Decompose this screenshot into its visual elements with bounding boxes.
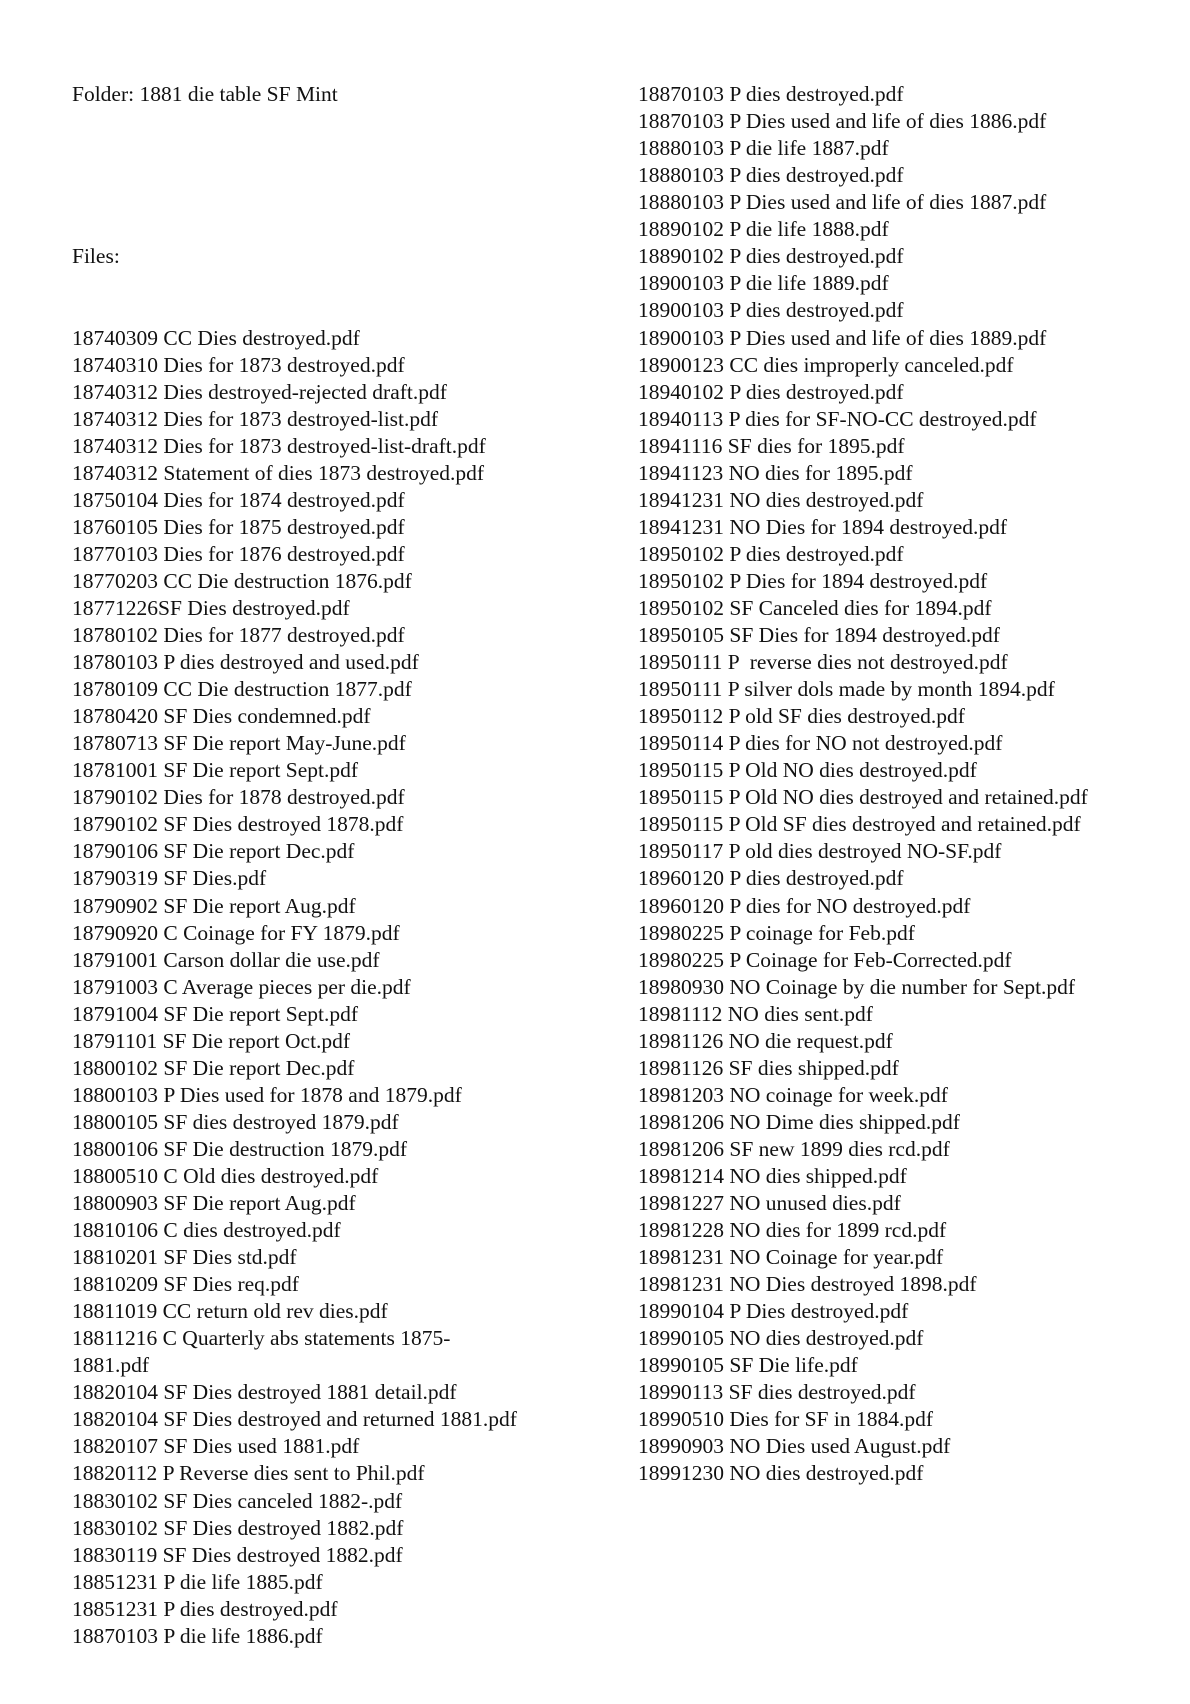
file-entry: 18990510 Dies for SF in 1884.pdf	[638, 1407, 934, 1432]
files-label: Files:	[72, 244, 120, 269]
file-entry: 18820112 P Reverse dies sent to Phil.pdf	[72, 1461, 425, 1486]
file-entry: 18820104 SF Dies destroyed 1881 detail.pdf	[72, 1380, 457, 1405]
file-entry: 18740312 Dies destroyed-rejected draft.pdf	[72, 379, 447, 404]
file-entry: 18870103 P die life 1886.pdf	[72, 1623, 323, 1648]
file-entry: 18950115 P Old NO dies destroyed and retained.pdf	[638, 785, 1088, 810]
file-entry: 18820107 SF Dies used 1881.pdf	[72, 1434, 360, 1459]
file-entry: 18830119 SF Dies destroyed 1882.pdf	[72, 1542, 403, 1567]
file-entry: 18810106 C dies destroyed.pdf	[72, 1218, 341, 1243]
file-entry: 1881.pdf	[72, 1353, 150, 1378]
file-entry: 18981126 SF dies shipped.pdf	[638, 1055, 899, 1080]
file-entry: 18941231 NO dies destroyed.pdf	[638, 487, 924, 512]
file-entry: 18830102 SF Dies canceled 1882-.pdf	[72, 1488, 403, 1513]
file-entry: 18990105 SF Die life.pdf	[638, 1353, 858, 1378]
file-entry: 18950102 SF Canceled dies for 1894.pdf	[638, 595, 992, 620]
file-entry: 18800105 SF dies destroyed 1879.pdf	[72, 1109, 399, 1134]
file-entry: 18941231 NO Dies for 1894 destroyed.pdf	[638, 514, 1008, 539]
file-entry: 18981126 NO die request.pdf	[638, 1028, 893, 1053]
file-entry: 18981206 NO Dime dies shipped.pdf	[638, 1109, 960, 1134]
file-entry: 18740310 Dies for 1873 destroyed.pdf	[72, 352, 405, 377]
file-entry: 18791001 Carson dollar die use.pdf	[72, 947, 380, 972]
file-entry: 18780103 P dies destroyed and used.pdf	[72, 650, 419, 675]
file-entry: 18990113 SF dies destroyed.pdf	[638, 1380, 916, 1405]
file-entry: 18811019 CC return old rev dies.pdf	[72, 1299, 388, 1324]
file-entry: 18950111 P silver dols made by month 1894.pdf	[638, 677, 1055, 702]
right-column	[638, 27, 1178, 1542]
file-entry: 18941116 SF dies for 1895.pdf	[638, 433, 905, 458]
file-entry: 18880103 P dies destroyed.pdf	[638, 163, 904, 188]
file-entry: 18770203 CC Die destruction 1876.pdf	[72, 568, 412, 593]
file-entry: 18890102 P die life 1888.pdf	[638, 217, 889, 242]
file-entry: 18900123 CC dies improperly canceled.pdf	[638, 352, 1014, 377]
file-entry: 18810201 SF Dies std.pdf	[72, 1245, 297, 1270]
file-entry: 18780713 SF Die report May-June.pdf	[72, 731, 406, 756]
file-entry: 18950111 P reverse dies not destroyed.pdf	[638, 650, 1008, 675]
file-entry: 18750104 Dies for 1874 destroyed.pdf	[72, 487, 405, 512]
file-entry: 18981231 NO Coinage for year.pdf	[638, 1245, 944, 1270]
file-entry: 18981112 NO dies sent.pdf	[638, 1001, 873, 1026]
file-entry: 18880103 P die life 1887.pdf	[638, 136, 889, 161]
file-entry: 18851231 P die life 1885.pdf	[72, 1569, 323, 1594]
file-entry: 18800510 C Old dies destroyed.pdf	[72, 1163, 379, 1188]
file-entry: 18790102 Dies for 1878 destroyed.pdf	[72, 785, 405, 810]
file-entry: 18820104 SF Dies destroyed and returned 1881.pdf	[72, 1407, 517, 1432]
file-entry: 18790319 SF Dies.pdf	[72, 866, 267, 891]
file-entry: 18800903 SF Die report Aug.pdf	[72, 1191, 356, 1216]
file-entry: 18900103 P Dies used and life of dies 1889.pdf	[638, 325, 1047, 350]
file-entry: 18991230 NO dies destroyed.pdf	[638, 1461, 924, 1486]
file-entry: 18950115 P Old SF dies destroyed and retained.pdf	[638, 812, 1081, 837]
file-entry: 18780420 SF Dies condemned.pdf	[72, 704, 371, 729]
file-entry: 18740312 Dies for 1873 destroyed-list-draft.pdf	[72, 433, 486, 458]
file-entry: 18760105 Dies for 1875 destroyed.pdf	[72, 514, 405, 539]
file-entry: 18981203 NO coinage for week.pdf	[638, 1082, 948, 1107]
file-entry: 18740312 Statement of dies 1873 destroyed.pdf	[72, 460, 485, 485]
file-entry: 18981206 SF new 1899 dies rcd.pdf	[638, 1136, 950, 1161]
file-entry: 18980930 NO Coinage by die number for Sept.pdf	[638, 974, 1076, 999]
file-entry: 18981214 NO dies shipped.pdf	[638, 1163, 907, 1188]
file-entry: 18900103 P dies destroyed.pdf	[638, 298, 904, 323]
file-entry: 18980225 P coinage for Feb.pdf	[638, 920, 915, 945]
left-file-list	[72, 325, 612, 1650]
file-entry: 18940102 P dies destroyed.pdf	[638, 379, 904, 404]
blank-line	[72, 162, 612, 189]
file-entry: 18791003 C Average pieces per die.pdf	[72, 974, 411, 999]
file-entry: 18890102 P dies destroyed.pdf	[638, 244, 904, 269]
file-entry: 18900103 P die life 1889.pdf	[638, 271, 889, 296]
file-entry: 18880103 P Dies used and life of dies 1887.pdf	[638, 190, 1047, 215]
file-entry: 18791101 SF Die report Oct.pdf	[72, 1028, 351, 1053]
file-entry: 18941123 NO dies for 1895.pdf	[638, 460, 913, 485]
file-entry: 18800103 P Dies used for 1878 and 1879.pdf	[72, 1082, 462, 1107]
file-entry: 18800106 SF Die destruction 1879.pdf	[72, 1136, 408, 1161]
file-entry: 18960120 P dies for NO destroyed.pdf	[638, 893, 971, 918]
file-entry: 18770103 Dies for 1876 destroyed.pdf	[72, 541, 405, 566]
file-entry: 18990105 NO dies destroyed.pdf	[638, 1326, 924, 1351]
file-entry: 18950105 SF Dies for 1894 destroyed.pdf	[638, 623, 1000, 648]
file-entry: 18791004 SF Die report Sept.pdf	[72, 1001, 359, 1026]
folder-label: Folder: 1881 die table SF Mint	[72, 82, 338, 107]
file-entry: 18740309 CC Dies destroyed.pdf	[72, 325, 360, 350]
file-entry: 18780102 Dies for 1877 destroyed.pdf	[72, 623, 405, 648]
right-file-list	[638, 81, 1178, 1487]
file-entry: 18950114 P dies for NO not destroyed.pdf	[638, 731, 1003, 756]
file-entry: 18740312 Dies for 1873 destroyed-list.pdf	[72, 406, 439, 431]
file-entry: 18980225 P Coinage for Feb-Corrected.pdf	[638, 947, 1012, 972]
file-entry: 18780109 CC Die destruction 1877.pdf	[72, 677, 412, 702]
file-entry: 18870103 P dies destroyed.pdf	[638, 82, 904, 107]
file-entry: 18950102 P Dies for 1894 destroyed.pdf	[638, 568, 988, 593]
file-entry: 18771226SF Dies destroyed.pdf	[72, 595, 350, 620]
file-entry: 18830102 SF Dies destroyed 1882.pdf	[72, 1515, 404, 1540]
file-entry: 18950102 P dies destroyed.pdf	[638, 541, 904, 566]
file-entry: 18790102 SF Dies destroyed 1878.pdf	[72, 812, 404, 837]
file-entry: 18990903 NO Dies used August.pdf	[638, 1434, 951, 1459]
file-entry: 18950115 P Old NO dies destroyed.pdf	[638, 758, 977, 783]
file-entry: 18800102 SF Die report Dec.pdf	[72, 1055, 355, 1080]
file-entry: 18851231 P dies destroyed.pdf	[72, 1596, 338, 1621]
file-entry: 18940113 P dies for SF-NO-CC destroyed.pdf	[638, 406, 1037, 431]
file-entry: 18950117 P old dies destroyed NO-SF.pdf	[638, 839, 1002, 864]
file-entry: 18811216 C Quarterly abs statements 1875-	[72, 1326, 451, 1351]
file-entry: 18790106 SF Die report Dec.pdf	[72, 839, 355, 864]
file-entry: 18810209 SF Dies req.pdf	[72, 1272, 299, 1297]
file-entry: 18981227 NO unused dies.pdf	[638, 1191, 901, 1216]
file-entry: 18781001 SF Die report Sept.pdf	[72, 758, 359, 783]
file-entry: 18981231 NO Dies destroyed 1898.pdf	[638, 1272, 977, 1297]
file-entry: 18960120 P dies destroyed.pdf	[638, 866, 904, 891]
file-entry: 18981228 NO dies for 1899 rcd.pdf	[638, 1218, 947, 1243]
file-entry: 18990104 P Dies destroyed.pdf	[638, 1299, 909, 1324]
file-entry: 18870103 P Dies used and life of dies 1886.pdf	[638, 109, 1047, 134]
left-column	[72, 27, 612, 1704]
file-entry: 18790920 C Coinage for FY 1879.pdf	[72, 920, 400, 945]
file-entry: 18950112 P old SF dies destroyed.pdf	[638, 704, 965, 729]
file-entry: 18790902 SF Die report Aug.pdf	[72, 893, 356, 918]
